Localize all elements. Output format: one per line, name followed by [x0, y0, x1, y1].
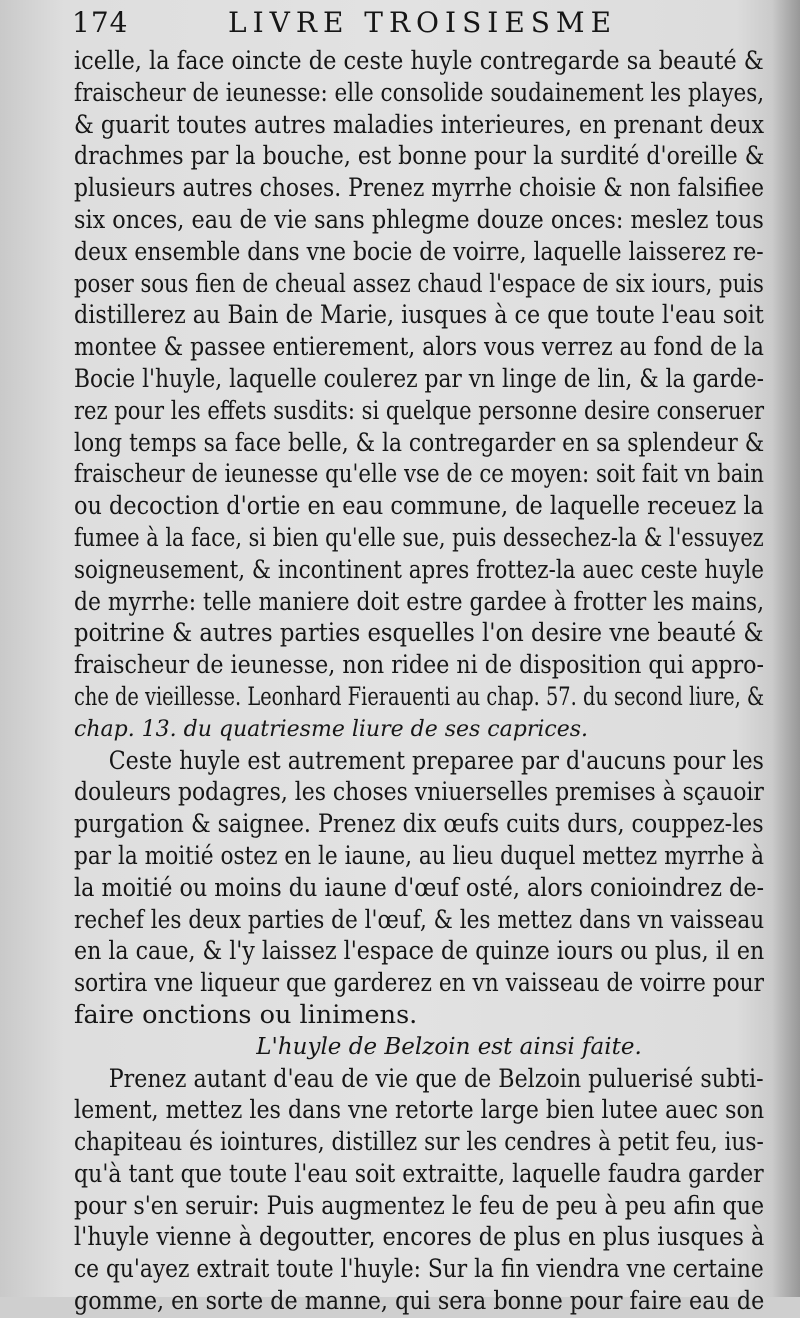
text-line: l'huyle vienne à degoutter, encores de plus en plus iusques à	[74, 1222, 765, 1253]
text-line: sortira vne liqueur que garderez en vn vaisseau de voirre pour	[74, 968, 764, 999]
page-number: 174	[72, 6, 129, 39]
text-line: poitrine & autres parties esquelles l'on desire vne beauté &	[74, 618, 764, 649]
citation-line: che de vieillesse. Leonhard Fierauenti au chap. 57. du second liure, &	[74, 681, 765, 712]
text-line: rechef les deux parties de l'œuf, & les mettez dans vn vaisseau	[74, 904, 765, 935]
text-line: rez pour les effets susdits: si quelque personne desire conseruer	[74, 395, 765, 426]
page-header	[0, 4, 800, 44]
text-line: qu'à tant que toute l'eau soit extraitte, laquelle faudra garder	[74, 1158, 764, 1189]
text-line: fraischeur de ieunesse, non ridee ni de disposition qui appro-	[74, 650, 764, 681]
text-line: drachmes par la bouche, est bonne pour la surdité d'oreille &	[74, 141, 765, 172]
text-line: deux ensemble dans vne bocie de voirre, laquelle laisserez re-	[74, 236, 764, 267]
text-line: faire onctions ou linimens.	[74, 999, 418, 1030]
text-line: ou decoction d'ortie en eau commune, de laquelle receuez la	[74, 491, 764, 522]
text-line: distillerez au Bain de Marie, iusques à ce que toute l'eau soit	[74, 300, 764, 331]
paragraph-start-line: Prenez autant d'eau de vie que de Belzoin puluerisé subti-	[108, 1063, 764, 1094]
text-line: & guarit toutes autres maladies interieures, en prenant deux	[74, 109, 765, 140]
text-line: lement, mettez les dans vne retorte large bien lutee auec son	[74, 1095, 765, 1126]
text-line: douleurs podagres, les choses vniuerselles premises à sçauoir	[74, 777, 764, 808]
text-line: Bocie l'huyle, laquelle coulerez par vn linge de lin, & la garde-	[74, 363, 764, 394]
paragraph-start-line: Ceste huyle est autrement preparee par d'aucuns pour les	[108, 745, 764, 776]
section-heading: L'huyle de Belzoin est ainsi faite.	[256, 1033, 642, 1060]
text-line: purgation & saignee. Prenez dix œufs cuits durs, couppez-les	[74, 809, 764, 840]
text-line: en la caue, & l'y laissez l'espace de quinze iours ou plus, il en	[74, 936, 765, 967]
text-line: montee & passee entierement, alors vous verrez au fond de la	[74, 332, 764, 363]
text-line: de myrrhe: telle maniere doit estre gardee à frotter les mains,	[74, 586, 765, 617]
text-line: fraischeur de ieunesse qu'elle vse de ce moyen: soit fait vn bain	[74, 459, 765, 490]
text-line: plusieurs autres choses. Prenez myrrhe choisie & non falsifiee	[74, 173, 765, 204]
running-head: LIVRE TROISIESME	[228, 6, 618, 39]
body-text	[74, 46, 764, 1318]
text-line: la moitié ou moins du iaune d'œuf osté, alors conioindrez de-	[74, 872, 765, 903]
text-line: six onces, eau de vie sans phlegme douze onces: meslez tous	[74, 204, 764, 235]
text-line: par la moitié ostez en le iaune, au lieu duquel mettez myrrhe à	[74, 840, 765, 871]
text-line: icelle, la face oincte de ceste huyle contregarde sa beauté &	[74, 46, 764, 76]
text-line: pour s'en seruir: Puis augmentez le feu de peu à peu afin que	[74, 1190, 765, 1221]
text-line: fraischeur de ieunesse: elle consolide soudainement les playes,	[74, 77, 765, 108]
text-line: chapiteau és iointures, distillez sur les cendres à petit feu, ius-	[74, 1127, 764, 1158]
text-line: long temps sa face belle, & la contregarder en sa splendeur &	[74, 427, 765, 458]
text-line: soigneusement, & incontinent apres frottez-la auec ceste huyle	[74, 554, 764, 585]
citation-line: chap. 13. du quatriesme liure de ses caprices.	[74, 716, 589, 742]
text-line: fumee à la face, si bien qu'elle sue, puis dessechez-la & l'essuyez	[74, 522, 764, 553]
text-line: poser sous fien de cheual assez chaud l'espace de six iours, puis	[74, 268, 764, 299]
text-line: gomme, en sorte de manne, qui sera bonne pour faire eau de	[74, 1286, 765, 1317]
text-line: ce qu'ayez extrait toute l'huyle: Sur la fin viendra vne certaine	[74, 1254, 764, 1285]
